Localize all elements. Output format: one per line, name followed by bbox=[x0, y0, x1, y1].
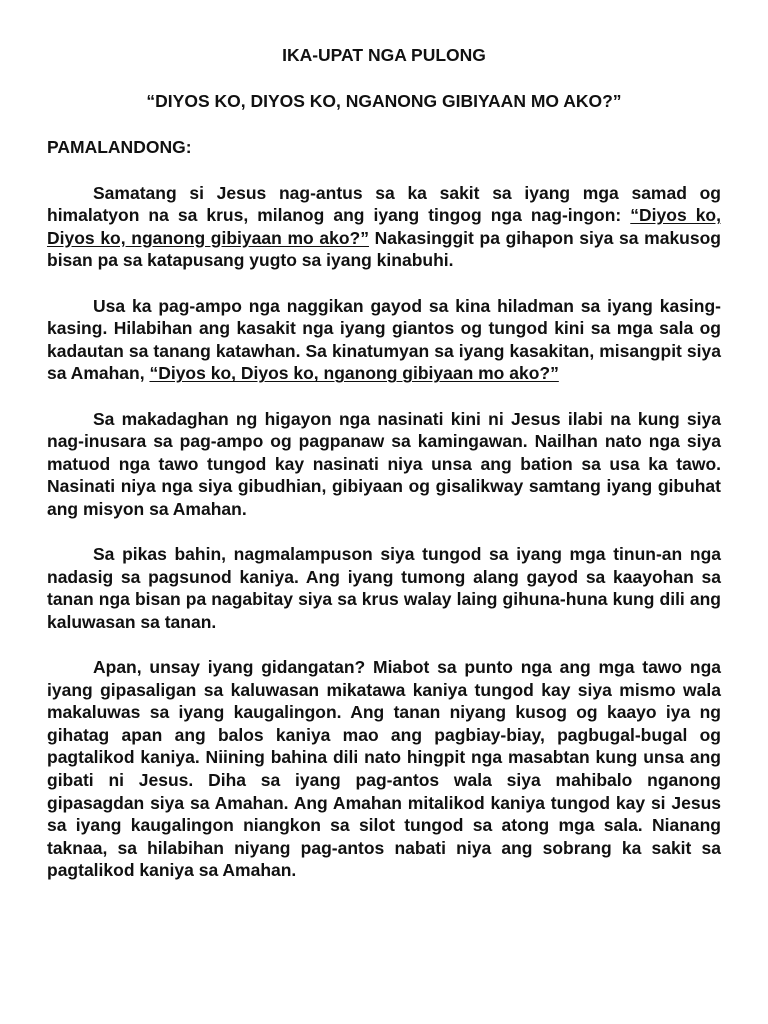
paragraph-4: Sa pikas bahin, nagmalampuson siya tungod sa iyang mga tinun-an nga nadasig sa pagsunod kaniya. Ang iyang tumong alang gayod sa kaayohan sa tanan nga bisan pa nagabitay siya sa krus walay laing gihuna-huna kung dili ang kaluwasan sa tanan. bbox=[47, 544, 721, 632]
paragraph-2 bbox=[47, 295, 721, 385]
paragraph-2-quote: “Diyos ko, Diyos ko, nganong gibiyaan mo ako?” bbox=[149, 363, 559, 384]
paragraph-1-quote: “Diyos ko, Diyos ko, nganong gibiyaan mo ako?” bbox=[47, 205, 721, 248]
document-subtitle: “DIYOS KO, DIYOS KO, NGANONG GIBIYAAN MO AKO?” bbox=[146, 91, 622, 111]
paragraph-2-text-before: Usa ka pag-ampo nga naggikan gayod sa kina hiladman sa iyang kasing-kasing. Hilabihan ang kasakit nga iyang giantos og tungod kini sa mga sala og kadautan sa tanang katawhan. Sa kinatumyan sa iyang kasakitan, misangpit siya sa Amahan, bbox=[47, 295, 721, 384]
document-title: IKA-UPAT NGA PULONG bbox=[282, 45, 486, 65]
paragraph-3: Sa makadaghan ng higayon nga nasinati kini ni Jesus ilabi na kung siya nag-inusara sa pag-ampo og pagpanaw sa kamingawan. Nailhan nato nga siya matuod nga tawo tungod kay nasinati niya unsa ang bation sa usa ka tawo. Nasinati niya nga siya gibudhian, gibiyaan og gisalikway samtang iyang gibuhat ang misyon sa Amahan. bbox=[47, 408, 721, 519]
paragraph-1-text-before: Samatang si Jesus nag-antus sa ka sakit sa iyang mga samad og himalatyon na sa krus, milanog ang iyang tingog nga nag-ingon: bbox=[47, 182, 721, 226]
paragraph-1-text-after: Nakasinggit pa gihapon siya sa makusog bisan pa sa katapusang yugto sa iyang kinabuhi. bbox=[47, 227, 721, 271]
document-page bbox=[47, 44, 721, 882]
section-heading: PAMALANDONG: bbox=[47, 137, 192, 157]
paragraph-1 bbox=[47, 182, 721, 272]
paragraph-5: Apan, unsay iyang gidangatan? Miabot sa punto nga ang mga tawo nga iyang gipasaligan sa kaluwasan mikatawa kaniya tungod kay siya mismo wala makaluwas sa iyang kaugalingon. Ang tanan niyang kusog og kaayo iya ng gihatag apan ang balos kaniya mao ang pagbiay-biay, pagbugal-bugal og pagtalikod kaniya. Niining bahina dili nato hingpit nga masabtan kung unsa ang gibati ni Jesus. Diha sa iyang pag-antos wala siya mahibalo nganong gipasagdan siya sa Amahan. Ang Amahan mitalikod kaniya tungod kay si Jesus sa iyang kaugalingon niangkon sa silot tungod sa atong mga sala. Nianang taknaa, sa hilabihan niyang pag-antos nabati niya ang sobrang ka sakit sa pagtalikod kaniya sa Amahan. bbox=[47, 657, 721, 881]
